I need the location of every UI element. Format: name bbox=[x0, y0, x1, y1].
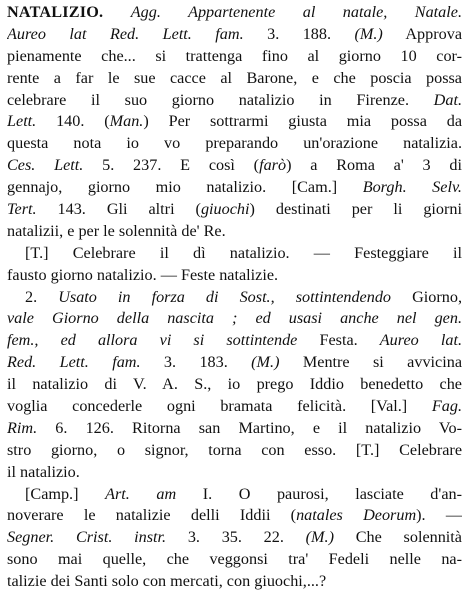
italic-text: Aureo lat. bbox=[379, 331, 462, 350]
text-run: natalizii, e per le solennità de' Re. bbox=[7, 221, 226, 240]
text-run: 6. 126. Ritorna san Martino, e il natalizio Vo- bbox=[37, 418, 462, 437]
entry-line bbox=[7, 24, 462, 46]
text-run: questa nota io vo preparando un'orazione natalizia. bbox=[7, 134, 462, 153]
text-run: 3. 183. bbox=[140, 353, 252, 372]
italic-text: (M.) bbox=[354, 24, 383, 43]
italic-text: Aureo lat Red. Lett. fam. bbox=[7, 24, 244, 43]
italic-text: Man. bbox=[109, 112, 144, 131]
text-run: fausto giorno natalizio. — Feste natalizie. bbox=[7, 265, 279, 284]
italic-text: Segner. Crist. instr. bbox=[7, 528, 167, 547]
text-run: rente a far le sue cacce al Barone, e che poscia possa bbox=[7, 68, 462, 87]
entry-line bbox=[7, 396, 462, 418]
text-run: Giorno, bbox=[391, 287, 462, 306]
text-run: ) Per sottrarmi giusta mia possa da bbox=[143, 112, 462, 131]
text-run: Che solennità bbox=[333, 528, 462, 547]
text-run: ) destinati per li giorni bbox=[249, 200, 462, 219]
entry-line bbox=[7, 90, 462, 112]
text-run: voglia concederle ogni bramata felicità. [Val.] bbox=[7, 397, 432, 416]
text-run: Mentre si avvicina bbox=[279, 353, 462, 372]
text-run: 143. Gli altri ( bbox=[36, 200, 201, 219]
entry-line bbox=[7, 177, 462, 199]
text-run: ). — bbox=[416, 506, 462, 525]
italic-text: Dat. bbox=[433, 90, 462, 109]
entry-line bbox=[7, 440, 462, 462]
entry-line bbox=[7, 549, 462, 571]
text-run: pienamente che... si trattenga fino al giorno 10 cor- bbox=[7, 46, 462, 65]
text-run: stro giorno, o signor, torna con esso. [T.] Celebrare bbox=[7, 440, 462, 459]
italic-text: giuochi bbox=[200, 200, 250, 219]
entry-line bbox=[7, 287, 462, 309]
text-run: [T.] Celebrare il dì natalizio. — Festeggiare il bbox=[25, 243, 462, 262]
text-run: il natalizio. bbox=[7, 462, 80, 481]
text-run: Festa. bbox=[297, 331, 380, 350]
entry-line bbox=[7, 68, 462, 90]
text-run: 3. 188. bbox=[243, 24, 355, 43]
italic-text: Red. Lett. fam. bbox=[7, 353, 141, 372]
italic-text: Usato in forza di Sost., sottintendendo bbox=[58, 287, 392, 306]
text-run: sono mai quelle, che veggonsi tra' Fedeli nelle na- bbox=[7, 550, 462, 569]
text-run: talizie dei Santi solo con mercati, con giuochi,...? bbox=[7, 572, 327, 591]
entry-line bbox=[7, 133, 462, 155]
italic-text: vale Giorno della nascita ; ed usasi anche nel gen. bbox=[7, 309, 462, 328]
entry-line bbox=[7, 265, 462, 287]
italic-text: Art. am bbox=[105, 484, 177, 503]
entry-line bbox=[7, 221, 462, 243]
entry-line bbox=[7, 462, 462, 484]
italic-text: Agg. Appartenente al natale, Natale. bbox=[130, 3, 462, 21]
entry-line bbox=[7, 199, 462, 221]
text-run: 140. ( bbox=[36, 112, 110, 131]
text-run: il natalizio di V. A. S., io prego Iddio benedetto che bbox=[7, 375, 462, 394]
entry-line bbox=[7, 2, 462, 24]
text-run: I. O paurosi, lasciate d'an- bbox=[176, 484, 462, 503]
entry-line bbox=[7, 330, 462, 352]
italic-text: Ces. Lett. bbox=[7, 156, 84, 175]
entry-line bbox=[7, 418, 462, 440]
text-run: 5. 237. E così ( bbox=[83, 156, 260, 175]
text-run: 2. bbox=[25, 287, 59, 306]
italic-text: natales Deorum bbox=[296, 506, 417, 525]
entry-line bbox=[7, 243, 462, 265]
text-run: 3. 35. 22. bbox=[166, 528, 306, 547]
entry-line bbox=[7, 352, 462, 374]
text-run: gennajo, giorno mio natalizio. [Cam.] bbox=[7, 178, 363, 197]
text-run bbox=[103, 3, 130, 21]
text-run: Approva bbox=[382, 24, 462, 43]
entry-line bbox=[7, 111, 462, 133]
italic-text: Borgh. Selv. bbox=[362, 178, 462, 197]
italic-text: Fag. bbox=[431, 397, 462, 416]
italic-text: fem., ed allora vi si sottintende bbox=[7, 331, 298, 350]
text-run: ) a Roma a' 3 di bbox=[286, 156, 462, 175]
entry-line bbox=[7, 374, 462, 396]
entry-line bbox=[7, 527, 462, 549]
italic-text: Rim. bbox=[7, 418, 38, 437]
entry-line bbox=[7, 155, 462, 177]
italic-text: farò bbox=[259, 156, 287, 175]
italic-text: Lett. bbox=[7, 112, 37, 131]
entry-line bbox=[7, 46, 462, 68]
italic-text: (M.) bbox=[251, 353, 280, 372]
headword: NATALIZIO. bbox=[7, 3, 104, 21]
entry-line bbox=[7, 505, 462, 527]
text-run: [Camp.] bbox=[25, 484, 106, 503]
entry-line bbox=[7, 484, 462, 506]
entry-line bbox=[7, 571, 462, 593]
entry-line bbox=[7, 308, 462, 330]
text-run: noverare le natalizie delli Iddii ( bbox=[7, 506, 297, 525]
italic-text: Tert. bbox=[7, 200, 37, 219]
italic-text: (M.) bbox=[305, 528, 334, 547]
text-run: celebrare il suo giorno natalizio in Firenze. bbox=[7, 90, 434, 109]
